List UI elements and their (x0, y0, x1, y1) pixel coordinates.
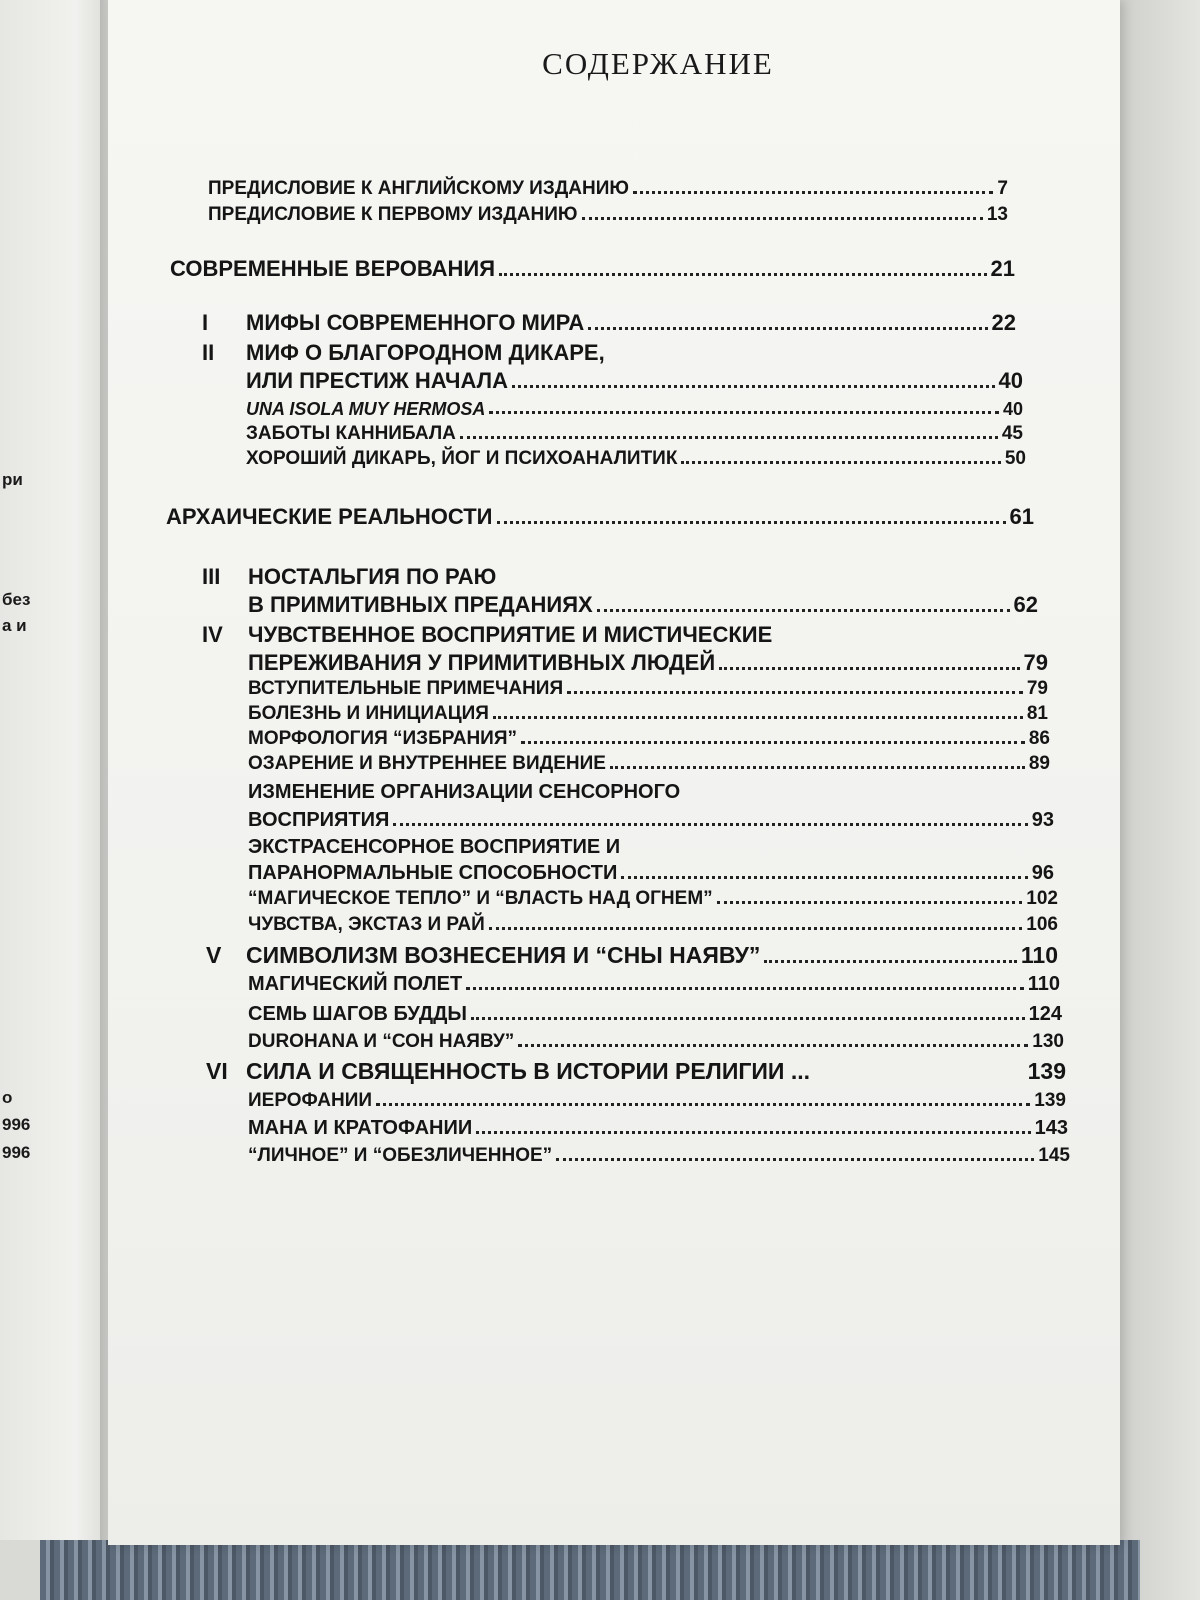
toc-entry (248, 753, 1050, 775)
toc-entry-title: “МАГИЧЕСКОЕ ТЕПЛО” И “ВЛАСТЬ НАД ОГНЕМ” (248, 888, 713, 909)
chapter-numeral: IV (202, 622, 223, 647)
toc-entry (248, 592, 1038, 618)
leader-dots (681, 461, 1000, 464)
toc-entry-title: ОЗАРЕНИЕ И ВНУТРЕННЕЕ ВИДЕНИЕ (248, 753, 606, 774)
toc-entry (248, 973, 1060, 996)
toc-entry (202, 622, 1046, 648)
toc-entry (248, 728, 1050, 750)
toc-entry-title: UNA ISOLA MUY HERMOSA (246, 399, 486, 419)
toc-entry-title: СИЛА И СВЯЩЕННОСТЬ В ИСТОРИИ РЕЛИГИИ ... (246, 1058, 811, 1084)
toc-entry-page: 81 (1026, 703, 1048, 724)
toc-entry-title: ПРЕДИСЛОВИЕ К АНГЛИЙСКОМУ ИЗДАНИЮ (208, 178, 629, 199)
toc-entry-title: ВСТУПИТЕЛЬНЫЕ ПРИМЕЧАНИЯ (248, 678, 564, 699)
leader-dots (621, 876, 1027, 879)
toc-entry (248, 1031, 1064, 1053)
toc-entry-title: ХОРОШИЙ ДИКАРЬ, ЙОГ И ПСИХОАНАЛИТИК (246, 448, 678, 469)
chapter-numeral: III (202, 564, 221, 589)
leader-dots (512, 385, 995, 388)
leader-dots (499, 273, 986, 276)
toc-entry (246, 448, 1026, 470)
toc-entry-title: НОСТАЛЬГИЯ ПО РАЮ (248, 564, 497, 589)
toc-entry-page: 93 (1031, 809, 1054, 831)
toc-entry (202, 564, 1036, 590)
toc-entry (248, 1145, 1070, 1167)
toc-entry-title: “ЛИЧНОЕ” И “ОБЕЗЛИЧЕННОЕ” (248, 1145, 553, 1166)
toc-entry-title: ПРЕДИСЛОВИЕ К ПЕРВОМУ ИЗДАНИЮ (208, 204, 578, 225)
toc-entry (248, 862, 1054, 885)
toc-entry-title: В ПРИМИТИВНЫХ ПРЕДАНИЯХ (248, 592, 593, 617)
chapter-numeral: I (202, 310, 209, 335)
toc-entry-title: ЗАБОТЫ КАННИБАЛА (246, 423, 456, 444)
left-page-fragment: 996 (2, 1143, 31, 1162)
toc-entry-title: ИЗМЕНЕНИЕ ОРГАНИЗАЦИИ СЕНСОРНОГО (248, 781, 681, 803)
toc-entry (246, 399, 1023, 420)
leader-dots (582, 217, 983, 220)
toc-entry-page: 45 (1001, 423, 1023, 444)
toc-entry-page: 89 (1028, 753, 1050, 774)
leader-dots (717, 901, 1023, 904)
toc-entry-title: ИЛИ ПРЕСТИЖ НАЧАЛА (246, 368, 508, 393)
toc-entry-title: МИФЫ СОВРЕМЕННОГО МИРА (246, 310, 585, 335)
toc-entry-title: ПАРАНОРМАЛЬНЫЕ СПОСОБНОСТИ (248, 862, 618, 884)
toc-entry (248, 703, 1048, 725)
leader-dots (597, 609, 1010, 612)
book-cover-edge (40, 1540, 1140, 1600)
toc-entry-title: ВОСПРИЯТИЯ (248, 809, 390, 831)
left-facing-page (0, 0, 108, 1540)
toc-entry-title: СЕМЬ ШАГОВ БУДДЫ (248, 1003, 467, 1025)
toc-entry-page: 145 (1038, 1145, 1070, 1166)
leader-dots (471, 1017, 1025, 1020)
left-page-fragment: а и (2, 616, 27, 635)
toc-entry-page: 130 (1032, 1031, 1064, 1052)
toc-entry (248, 914, 1058, 936)
toc-entry (248, 781, 1050, 804)
contents-page (108, 0, 1120, 1545)
toc-entry-title: ЧУВСТВА, ЭКСТАЗ И РАЙ (248, 914, 485, 935)
toc-entry-page: 22 (991, 310, 1016, 335)
toc-section-title: СОВРЕМЕННЫЕ ВЕРОВАНИЯ (170, 256, 496, 281)
left-page-fragment: о (2, 1088, 13, 1107)
leader-dots (476, 1131, 1030, 1134)
toc-entry-title: БОЛЕЗНЬ И ИНИЦИАЦИЯ (248, 703, 489, 724)
toc-entry (248, 1003, 1062, 1026)
leader-dots (610, 766, 1025, 769)
toc-entry-page: 79 (1026, 678, 1048, 699)
left-page-fragment: без (2, 590, 31, 609)
toc-entry (208, 204, 1008, 226)
toc-entry-page: 40 (1002, 399, 1023, 419)
toc-entry-title: МАНА И КРАТОФАНИИ (248, 1117, 473, 1139)
leader-dots (518, 1044, 1028, 1047)
toc-entry (246, 423, 1023, 445)
toc-entry-page: 124 (1028, 1003, 1062, 1025)
leader-dots (460, 436, 998, 439)
leader-dots (719, 667, 1019, 670)
leader-dots (466, 987, 1024, 990)
toc-entry-page: 106 (1026, 914, 1058, 935)
toc-entry-page: 7 (997, 178, 1008, 199)
leader-dots (567, 691, 1023, 694)
chapter-numeral: VI (206, 1058, 228, 1084)
toc-entry-page: 79 (1023, 650, 1048, 675)
left-page-fragment: ри (2, 470, 23, 489)
left-page-fragment: 996 (2, 1115, 31, 1134)
toc-entry-title: СИМВОЛИЗМ ВОЗНЕСЕНИЯ И “СНЫ НАЯВУ” (246, 942, 761, 968)
toc-entry-page: 139 (1034, 1090, 1066, 1111)
toc-entry (248, 678, 1048, 700)
toc-entry-page: 13 (986, 204, 1008, 225)
toc-entry-page: 139 (1027, 1058, 1066, 1084)
toc-entry (208, 178, 1008, 200)
toc-entry (248, 888, 1058, 910)
toc-entry (204, 340, 1016, 366)
toc-section-title: АРХАИЧЕСКИЕ РЕАЛЬНОСТИ (166, 504, 493, 529)
toc-entry-page: 50 (1004, 448, 1026, 469)
toc-entry-title: ЭКСТРАСЕНСОРНОЕ ВОСПРИЯТИЕ И (248, 836, 621, 858)
toc-entry (248, 650, 1048, 676)
chapter-numeral: V (206, 942, 222, 968)
toc-entry-title: ЧУВСТВЕННОЕ ВОСПРИЯТИЕ И МИСТИЧЕСКИЕ (248, 622, 773, 647)
toc-entry-page: 21 (990, 256, 1015, 281)
toc-entry (248, 809, 1054, 832)
toc-entry-page: 102 (1026, 888, 1058, 909)
toc-entry (248, 1117, 1068, 1140)
leader-dots (764, 960, 1016, 963)
leader-dots (489, 411, 999, 414)
leader-dots (497, 521, 1006, 524)
page-title: СОДЕРЖАНИЕ (542, 46, 774, 81)
chapter-numeral: II (202, 340, 215, 365)
toc-entry (246, 368, 1023, 394)
toc-entry-page: 62 (1013, 592, 1038, 617)
toc-entry-title: МОРФОЛОГИЯ “ИЗБРАНИЯ” (248, 728, 517, 749)
leader-dots (633, 191, 993, 194)
leader-dots (493, 716, 1023, 719)
toc-entry-page: 40 (998, 368, 1023, 393)
toc-entry-page: 61 (1009, 504, 1034, 529)
leader-dots (588, 327, 987, 330)
leader-dots (489, 927, 1022, 930)
toc-entry-title: ПЕРЕЖИВАНИЯ У ПРИМИТИВНЫХ ЛЮДЕЙ (248, 650, 716, 675)
toc-entry-title: DUROHANA И “СОН НАЯВУ” (248, 1031, 515, 1052)
leader-dots (556, 1158, 1034, 1161)
toc-entry (166, 504, 1034, 530)
background-surface (1120, 0, 1200, 1600)
toc-entry (248, 1090, 1066, 1112)
toc-entry-page: 96 (1031, 862, 1054, 884)
toc-entry-title: ИЕРОФАНИИ (248, 1090, 373, 1111)
leader-dots (521, 741, 1025, 744)
toc-entry-page: 110 (1020, 942, 1058, 968)
toc-entry-title: МИФ О БЛАГОРОДНОМ ДИКАРЕ, (246, 340, 605, 365)
toc-entry (204, 942, 1058, 969)
leader-dots (393, 823, 1027, 826)
toc-entry-page: 143 (1034, 1117, 1068, 1139)
toc-entry (204, 1058, 1066, 1085)
toc-entry-page: 86 (1028, 728, 1050, 749)
leader-dots (376, 1103, 1030, 1106)
toc-entry-title: МАГИЧЕСКИЙ ПОЛЕТ (248, 973, 463, 995)
toc-entry (170, 256, 1015, 282)
toc-entry-page: 110 (1027, 973, 1060, 995)
toc-entry (248, 836, 1054, 859)
toc-entry (204, 310, 1016, 336)
